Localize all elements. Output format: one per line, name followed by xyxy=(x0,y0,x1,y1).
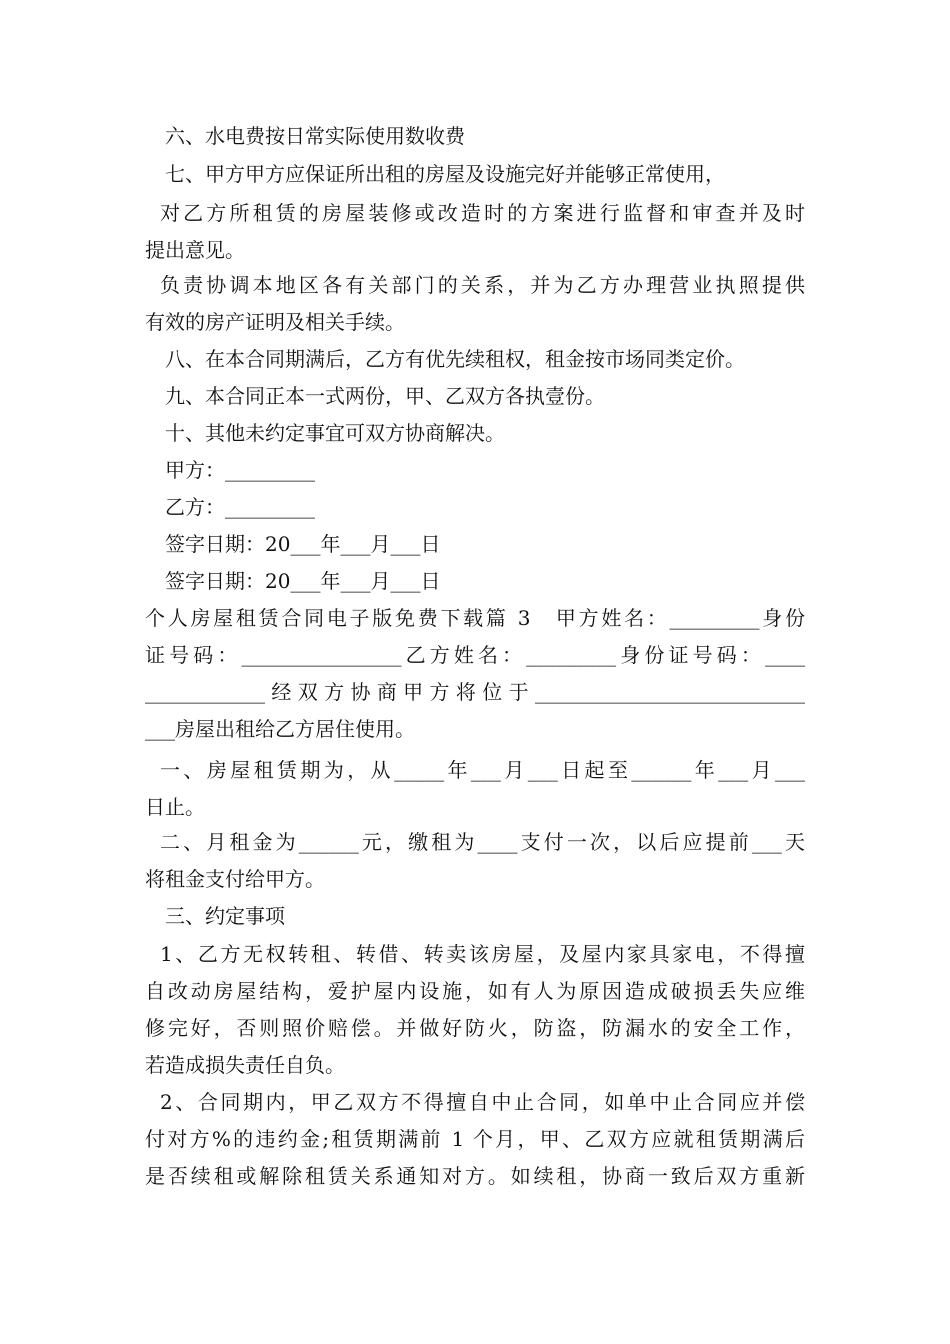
text-line: 二、月租金为______元，缴租为____支付一次，以后应提前___天 xyxy=(160,830,805,854)
text-line: 有效的房产证明及相关手续。 xyxy=(145,310,405,334)
text-line: 一、房屋租赁期为，从_____年___月___日起至______年___月___ xyxy=(160,758,805,782)
text-line: 六、水电费按日常实际使用数收费 xyxy=(165,124,465,148)
text-line: 是否续租或解除租赁关系通知对方。如续租，协商一致后双方重新 xyxy=(145,1164,805,1188)
text-line: ___房屋出租给乙方居住使用。 xyxy=(145,717,415,741)
sign-date-line: 签字日期：20___年___月___日 xyxy=(165,532,441,556)
text-line: 对乙方所租赁的房屋装修或改造时的方案进行监督和审查并及时 xyxy=(160,201,805,225)
sign-date-line: 签字日期：20___年___月___日 xyxy=(165,569,441,593)
text-line: 若造成损失责任自负。 xyxy=(145,1053,345,1077)
signature-line-party-b: 乙方：_________ xyxy=(165,495,315,519)
text-line: 七、甲方甲方应保证所出租的房屋及设施完好并能够正常使用， xyxy=(165,162,725,186)
text-line: 负责协调本地区各有关部门的关系，并为乙方办理营业执照提供 xyxy=(160,273,805,297)
text-line: 证号码：________________乙方姓名：_________身份证号码：____ xyxy=(145,643,805,667)
text-line: 九、本合同正本一式两份，甲、乙双方各执壹份。 xyxy=(165,384,605,408)
text-line: 十、其他未约定事宜可双方协商解决。 xyxy=(165,421,505,445)
text-line: 1、乙方无权转租、转借、转卖该房屋，及屋内家具家电，不得擅 xyxy=(160,942,805,966)
text-line: 将租金支付给甲方。 xyxy=(145,867,325,891)
text-line: 三、约定事项 xyxy=(165,904,285,928)
section-heading-line: 个人房屋租赁合同电子版免费下载篇 3 甲方姓名：_________身份 xyxy=(145,606,805,630)
text-line: 修完好，否则照价赔偿。并做好防火，防盗，防漏水的安全工作， xyxy=(145,1016,805,1040)
text-line: 2、合同期内，甲乙双方不得擅自中止合同，如单中止合同应并偿 xyxy=(160,1090,805,1114)
text-line: 八、在本合同期满后，乙方有优先续租权，租金按市场同类定价。 xyxy=(165,347,745,371)
text-line: ____________经双方协商甲方将位于___________________________ xyxy=(145,680,805,704)
signature-line-party-a: 甲方：_________ xyxy=(165,458,315,482)
text-line: 提出意见。 xyxy=(145,238,245,262)
text-line: 自改动房屋结构，爱护屋内设施，如有人为原因造成破损丢失应维 xyxy=(145,979,805,1003)
text-line: 付对方%的违约金;租赁期满前 1 个月，甲、乙双方应就租赁期满后 xyxy=(145,1127,805,1151)
text-line: 日止。 xyxy=(145,795,205,819)
